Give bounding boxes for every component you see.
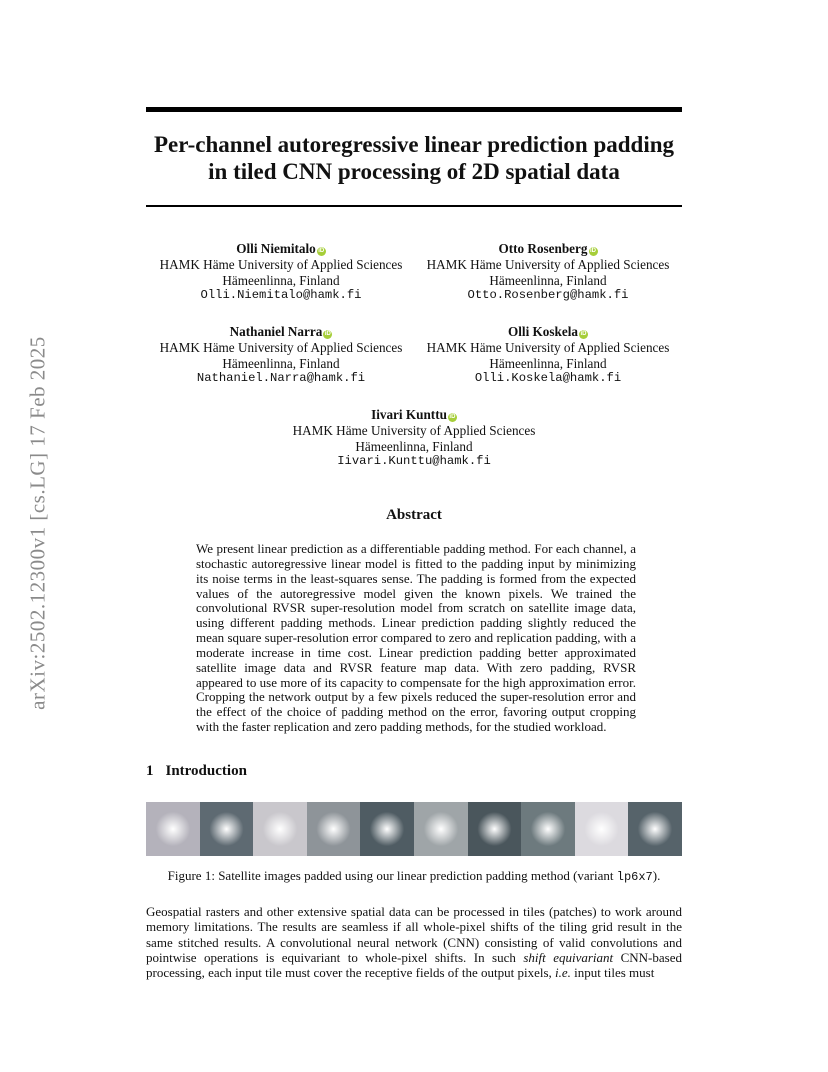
author-name: Olli Koskela bbox=[508, 324, 578, 339]
orcid-icon[interactable]: iD bbox=[449, 414, 456, 420]
body-emphasis: i.e. bbox=[555, 965, 571, 981]
orcid-icon[interactable]: iD bbox=[590, 248, 596, 254]
title-top-rule bbox=[146, 107, 682, 112]
paper-title bbox=[146, 131, 682, 185]
author-affiliation: HAMK Häme University of Applied Sciences bbox=[426, 256, 670, 272]
author-name: Otto Rosenberg bbox=[498, 241, 588, 256]
author-email[interactable]: Nathaniel.Narra@hamk.fi bbox=[196, 371, 366, 386]
figure-1-image-strip bbox=[146, 802, 682, 856]
caption-variant-code: lp6x7 bbox=[616, 870, 653, 884]
author-location: Hämeenlinna, Finland bbox=[222, 355, 340, 371]
author-affiliation: HAMK Häme University of Applied Sciences bbox=[292, 422, 536, 438]
satellite-tile bbox=[521, 802, 575, 856]
satellite-tile bbox=[253, 802, 307, 856]
abstract-text: We present linear prediction as a differentiable padding method. For each channel, a stochastic autoregressive linear model is fitted to the padding input by minimizing its noise terms in the least-squares sense. The padding is formed from the expected values of the autoregressive model given the known pixels. We trained the convolutional RVSR super-resolution model from scratch on satellite image data, using different padding methods. Linear prediction padding slightly reduced the mean square super-resolution error compared to zero and replication padding, with a moderate increase in time cost. Linear prediction padding better approximated satellite image data and RVSR feature map data. With zero padding, RVSR appeared to use more of its capacity to compensate for the high approximation error. Cropping the network output by a few pixels reduced the super-resolution error and the effect of the choice of padding method on the error, favoring output cropping with the faster replication and zero padding methods, for the studied workload. bbox=[196, 541, 636, 735]
body-text-segment: CNN-based processing, each input tile must cover the receptive fields of the output pixels, bbox=[146, 949, 682, 981]
author-email[interactable]: Iivari.Kunttu@hamk.fi bbox=[337, 454, 491, 469]
author-block-3 bbox=[146, 324, 416, 387]
author-location: Hämeenlinna, Finland bbox=[355, 438, 473, 454]
abstract-heading: Abstract bbox=[386, 507, 442, 523]
section-number: 1 bbox=[146, 763, 154, 779]
author-name: Olli Niemitalo bbox=[236, 241, 316, 256]
body-emphasis: shift equivariant bbox=[523, 949, 614, 965]
author-affiliation: HAMK Häme University of Applied Sciences bbox=[426, 339, 670, 355]
satellite-tile bbox=[575, 802, 629, 856]
satellite-tile bbox=[468, 802, 522, 856]
satellite-tile bbox=[360, 802, 414, 856]
author-name: Iivari Kunttu bbox=[371, 407, 447, 422]
author-block-2 bbox=[413, 241, 683, 304]
orcid-icon[interactable]: iD bbox=[318, 248, 325, 254]
author-block-1 bbox=[146, 241, 416, 304]
author-email[interactable]: Olli.Niemitalo@hamk.fi bbox=[200, 288, 362, 303]
title-line-2: in tiled CNN processing of 2D spatial data bbox=[208, 159, 620, 184]
author-affiliation: HAMK Häme University of Applied Sciences bbox=[159, 256, 403, 272]
section-heading bbox=[146, 763, 247, 780]
satellite-tile bbox=[200, 802, 254, 856]
caption-suffix: ). bbox=[652, 868, 661, 883]
satellite-tile bbox=[146, 802, 200, 856]
orcid-icon[interactable]: iD bbox=[580, 331, 587, 337]
author-name: Nathaniel Narra bbox=[229, 324, 323, 339]
body-text-segment: Geospatial rasters and other extensive spatial data can be processed in tiles (patches) to work around memory limitations. The results are seamless if all whole-pixel shifts of the tiling grid result in the same stitched results. A convolutional neural network (CNN) consisting of valid convolutions and pointwise operations is equivariant to whole-pixel shifts. In such bbox=[146, 904, 682, 965]
section-title: Introduction bbox=[165, 763, 247, 779]
author-location: Hämeenlinna, Finland bbox=[222, 272, 340, 288]
arxiv-sidebar bbox=[18, 288, 58, 758]
author-location: Hämeenlinna, Finland bbox=[489, 355, 607, 371]
satellite-tile bbox=[414, 802, 468, 856]
satellite-tile bbox=[307, 802, 361, 856]
body-text-segment: input tiles must bbox=[570, 965, 655, 981]
figure-caption bbox=[146, 868, 682, 884]
intro-paragraph bbox=[146, 904, 682, 980]
author-block-4 bbox=[413, 324, 683, 387]
author-location: Hämeenlinna, Finland bbox=[489, 272, 607, 288]
author-email[interactable]: Otto.Rosenberg@hamk.fi bbox=[467, 288, 629, 303]
title-line-1: Per-channel autoregressive linear prediction padding bbox=[153, 132, 675, 157]
author-block-5 bbox=[279, 407, 549, 470]
orcid-icon[interactable]: iD bbox=[324, 331, 331, 337]
satellite-tile bbox=[628, 802, 682, 856]
title-bottom-rule bbox=[146, 205, 682, 207]
author-affiliation: HAMK Häme University of Applied Sciences bbox=[159, 339, 403, 355]
arxiv-identifier: arXiv:2502.12300v1 [cs.LG] 17 Feb 2025 bbox=[25, 336, 50, 710]
author-email[interactable]: Olli.Koskela@hamk.fi bbox=[474, 371, 622, 386]
caption-prefix: Figure 1: Satellite images padded using our linear prediction padding method (variant bbox=[167, 868, 617, 883]
